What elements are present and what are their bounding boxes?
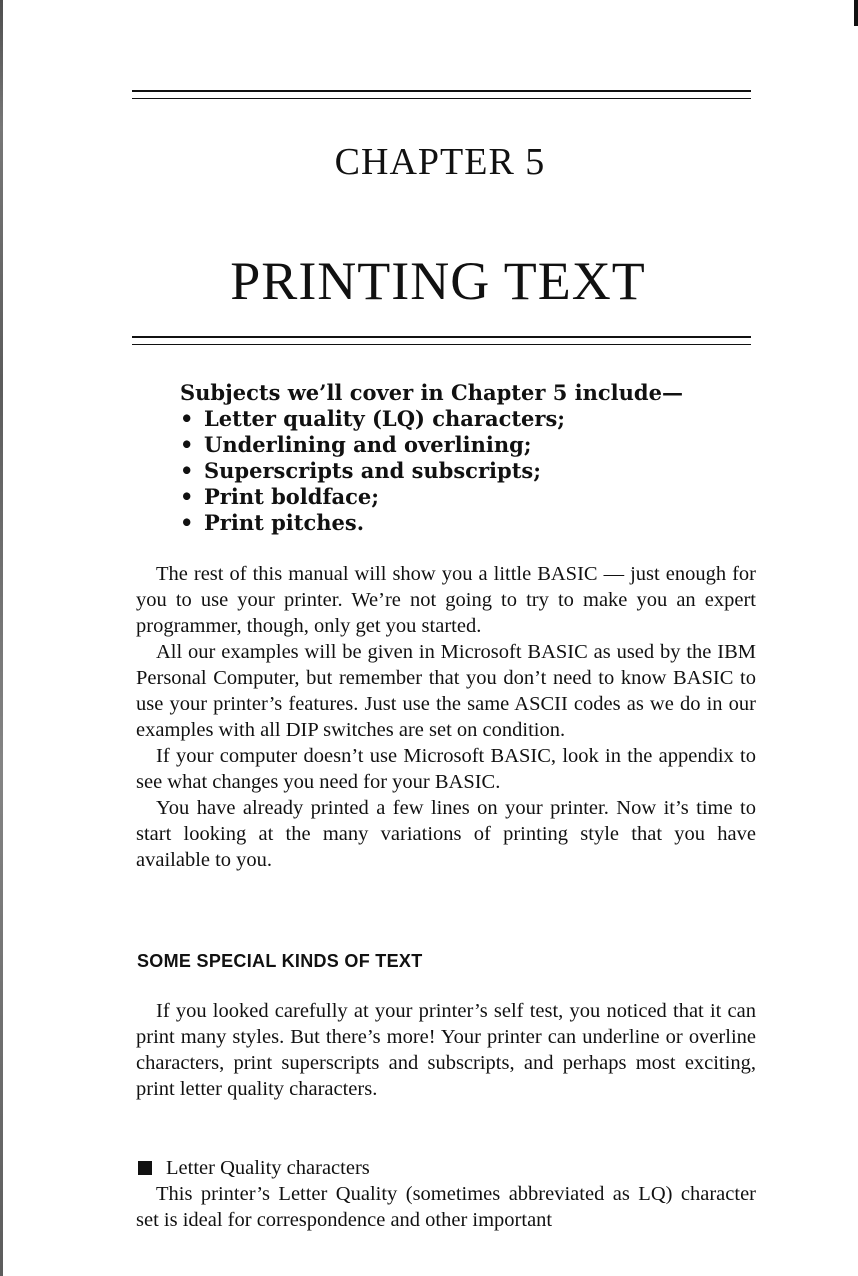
chapter-subjects [180, 380, 683, 536]
section-paragraph: If you looked carefully at your printer’s self test, you noticed that it can print many styles. But there’s more! Your printer can underline or overline characters, print superscripts and subscripts, and perhaps most exciting, print letter quality characters. [136, 1000, 756, 1100]
lq-subheading-text: Letter Quality characters [166, 1157, 370, 1179]
subject-item: • Underlining and overlining; [180, 432, 683, 458]
section-heading: SOME SPECIAL KINDS OF TEXT [137, 951, 423, 971]
lq-subheading [138, 1155, 370, 1181]
section-text [136, 998, 756, 1102]
square-bullet-icon [138, 1161, 152, 1175]
lq-text [136, 1181, 756, 1233]
top-rule-lower [132, 98, 751, 99]
subject-item: • Letter quality (LQ) characters; [180, 406, 683, 432]
scan-edge-left [0, 0, 3, 1276]
subjects-list [180, 406, 683, 536]
intro-paragraph: The rest of this manual will show you a little BASIC — just enough for you to use your printer. We’re not going to try to make you an expert programmer, though, only get you started. [136, 563, 756, 637]
title-rule-lower [132, 344, 751, 345]
subject-item: • Print boldface; [180, 484, 683, 510]
subject-item: • Print pitches. [180, 510, 683, 536]
chapter-number: CHAPTER 5 [334, 141, 546, 183]
subject-item: • Superscripts and subscripts; [180, 458, 683, 484]
chapter-title: PRINTING TEXT [230, 251, 646, 311]
subjects-intro: Subjects we’ll cover in Chapter 5 include— [180, 380, 683, 405]
intro-paragraph: If your computer doesn’t use Microsoft BASIC, look in the appendix to see what changes you need for your BASIC. [136, 745, 756, 793]
top-rule-upper [132, 90, 751, 92]
intro-text [136, 561, 756, 873]
intro-paragraph: All our examples will be given in Microsoft BASIC as used by the IBM Personal Computer, but remember that you don’t need to know BASIC to use your printer’s features. Just use the same ASCII codes as we do in our examples with all DIP switches are set on condition. [136, 641, 756, 741]
title-rule-upper [132, 336, 751, 338]
intro-paragraph: You have already printed a few lines on your printer. Now it’s time to start looking at the many variations of printing style that you have available to you. [136, 797, 756, 871]
scan-edge-right [854, 0, 858, 26]
lq-paragraph: This printer’s Letter Quality (sometimes abbreviated as LQ) character set is ideal for correspondence and other important [136, 1183, 756, 1231]
